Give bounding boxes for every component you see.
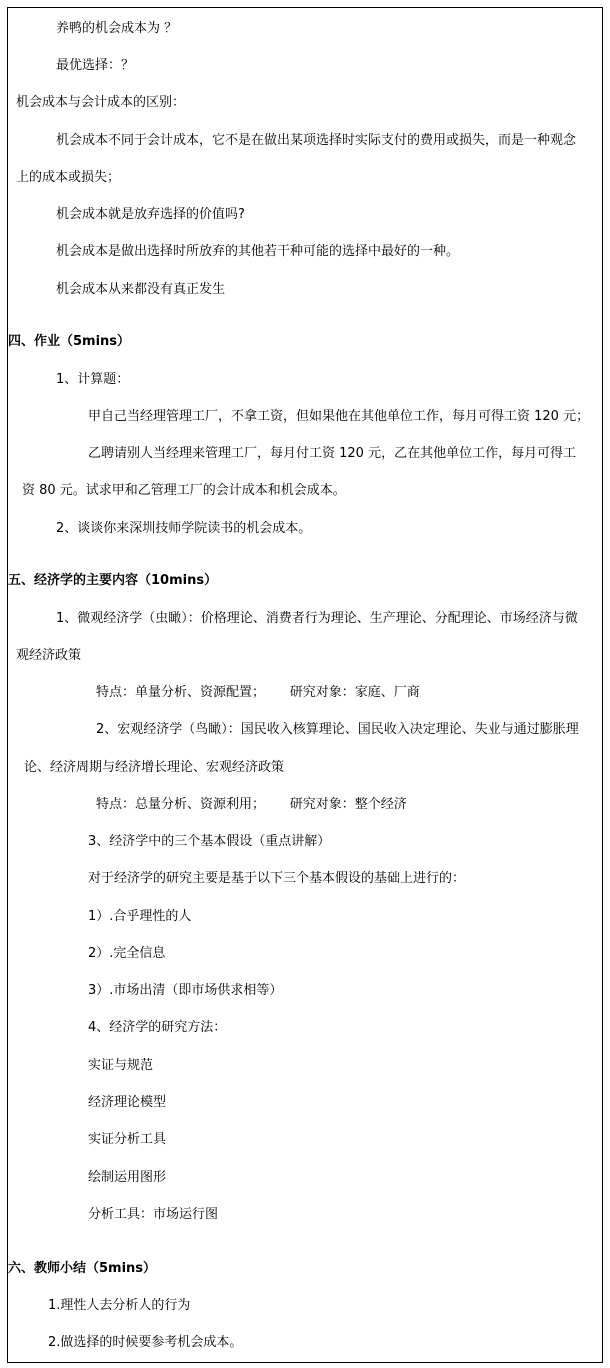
- section-heading: 六、教师小结（5mins）: [8, 1261, 157, 1276]
- text-line: 养鸭的机会成本为 ？: [56, 21, 178, 36]
- text-line: 经济理论模型: [88, 1095, 167, 1110]
- text-line: 机会成本不同于会计成本，它不是在做出某项选择时实际支付的费用或损失，而是一种观念: [56, 133, 577, 148]
- text-line: 1.理性人去分析人的行为: [48, 1298, 191, 1313]
- text-line: 实证与规范: [88, 1058, 154, 1073]
- text-line: 机会成本从来都没有真正发生: [56, 282, 226, 297]
- document-page: [7, 7, 603, 1363]
- text-line: 论、经济周期与经济增长理论、宏观经济政策: [24, 760, 285, 775]
- text-line: 实证分析工具: [88, 1132, 167, 1147]
- text-line: 甲自己当经理管理工厂，不拿工资，但如果他在其他单位工作，每月可得工资 120 元；: [88, 409, 590, 424]
- text-line: 特点：总量分析、资源利用； 研究对象：整个经济: [96, 797, 407, 812]
- text-line: 特点：单量分析、资源配置； 研究对象：家庭、厂商: [96, 685, 420, 700]
- section-heading: 四、作业（5mins）: [8, 334, 131, 349]
- text-line: 2.做选择的时候要参考机会成本。: [48, 1335, 243, 1350]
- text-line: 资 80 元。试求甲和乙管理工厂的会计成本和机会成本。: [22, 483, 346, 498]
- text-line: 2、谈谈你来深圳技师学院读书的机会成本。: [56, 521, 312, 536]
- text-line: 1、计算题：: [56, 372, 130, 387]
- text-line: 4、经济学的研究方法：: [88, 1020, 227, 1035]
- text-line: 1、微观经济学（虫瞰）：价格理论、消费者行为理论、生产理论、分配理论、市场经济与微: [56, 611, 578, 626]
- text-line: 分析工具：市场运行图: [88, 1207, 219, 1222]
- text-line: 3、经济学中的三个基本假设（重点讲解）: [88, 834, 331, 849]
- section-heading: 五、经济学的主要内容（10mins）: [8, 573, 218, 588]
- text-line: 机会成本与会计成本的区别：: [16, 95, 186, 110]
- text-line: 上的成本或损失；: [16, 170, 121, 185]
- text-line: 机会成本是做出选择时所放弃的其他若干种可能的选择中最好的一种。: [56, 244, 460, 259]
- text-line: 绘制运用图形: [88, 1170, 167, 1185]
- text-line: 乙聘请别人当经理来管理工厂，每月付工资 120 元，乙在其他单位工作，每月可得工: [88, 446, 577, 461]
- text-line: 1）.合乎理性的人: [88, 909, 192, 924]
- text-line: 3）.市场出清（即市场供求相等）: [88, 983, 283, 998]
- text-line: 最优选择：？: [56, 58, 135, 73]
- text-line: 2、宏观经济学（鸟瞰）：国民收入核算理论、国民收入决定理论、失业与通过膨胀理: [96, 722, 579, 737]
- text-line: 机会成本就是放弃选择的价值吗?: [56, 207, 245, 222]
- text-line: 2）.完全信息: [88, 946, 166, 961]
- text-line: 对于经济学的研究主要是基于以下三个基本假设的基础上进行的：: [88, 871, 466, 886]
- text-line: 观经济政策: [16, 648, 82, 663]
